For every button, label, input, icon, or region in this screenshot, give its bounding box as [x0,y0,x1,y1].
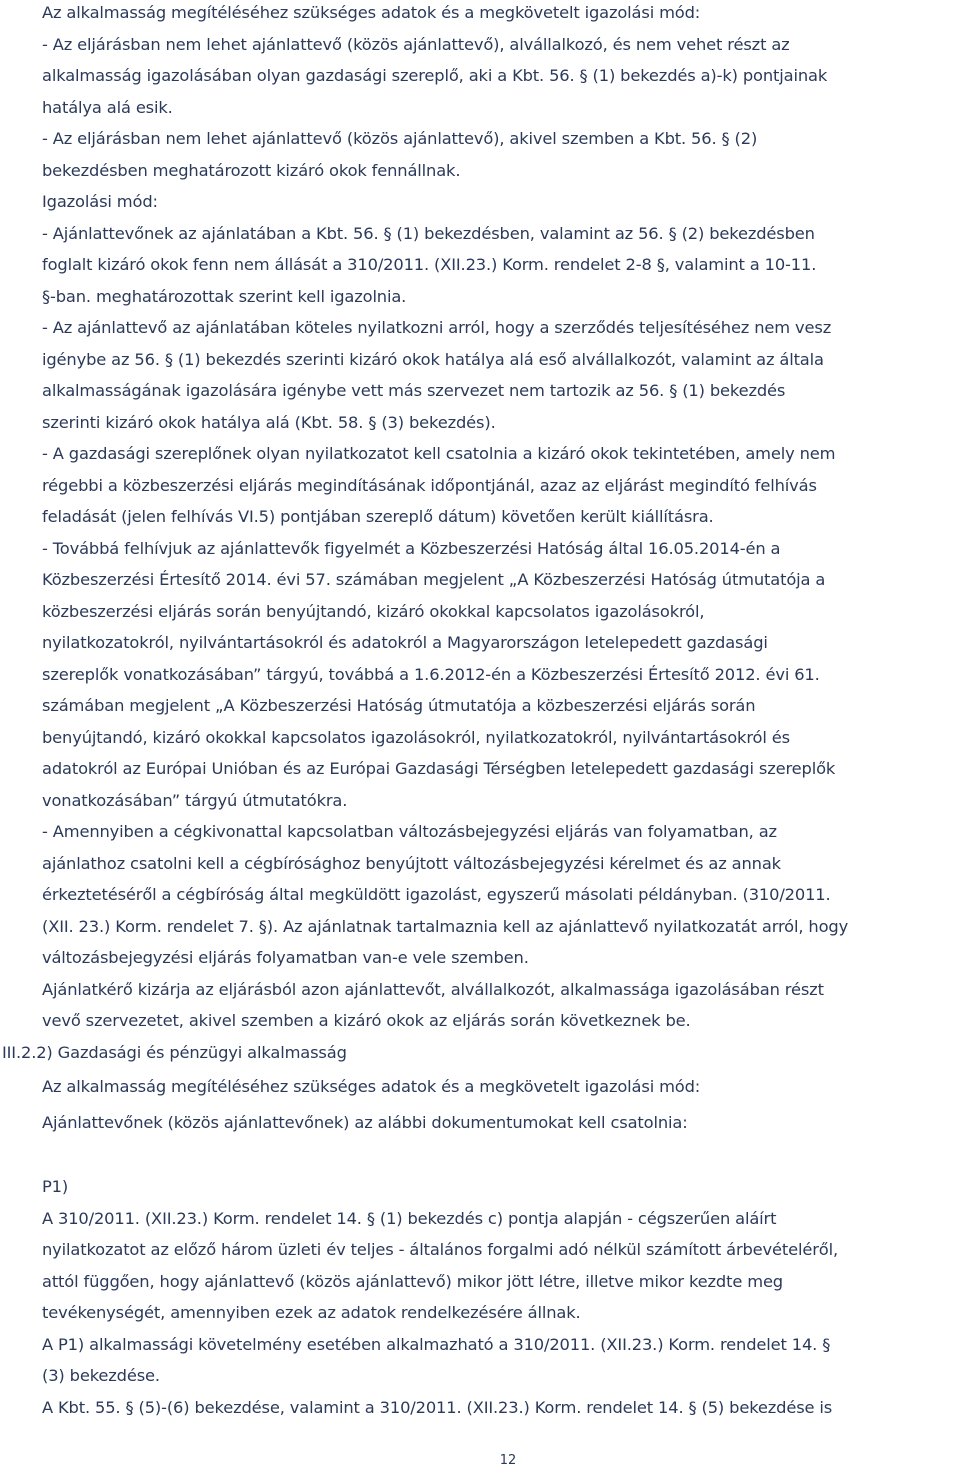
text-line: szereplők vonatkozásában” tárgyú, továbbá a 1.6.2012-én a Közbeszerzési Értesítő 2012. évi 61. [42,665,820,684]
page-number: 12 [499,1453,517,1468]
text-line: tevékenységét, amennyiben ezek az adatok rendelkezésére állnak. [42,1303,581,1322]
text-line: A Kbt. 55. § (5)-(6) bekezdése, valamint a 310/2011. (XII.23.) Korm. rendelet 14. § (5) bekezdése is [42,1398,833,1417]
text-line: - Amennyiben a cégkivonattal kapcsolatban változásbejegyzési eljárás van folyamatban, az [42,822,777,841]
text-line: vevő szervezetet, akivel szemben a kizáró okok az eljárás során következnek be. [42,1011,691,1030]
text-line: (3) bekezdése. [42,1366,160,1385]
text-line: foglalt kizáró okok fenn nem állását a 310/2011. (XII.23.) Korm. rendelet 2-8 §, valamint a 10-11. [42,255,817,274]
text-line: - A gazdasági szereplőnek olyan nyilatkozatot kell csatolnia a kizáró okok tekintetében, amely nem [42,444,836,463]
text-line: Közbeszerzési Értesítő 2014. évi 57. számában megjelent „A Közbeszerzési Hatóság útmutatója a [42,570,826,589]
text-line: Igazolási mód: [42,192,158,211]
text-line: Az alkalmasság megítéléséhez szükséges adatok és a megkövetelt igazolási mód: [42,3,701,22]
text-line: - Az ajánlattevő az ajánlatában köteles nyilatkozni arról, hogy a szerződés teljesítéséhez nem vesz [42,318,832,337]
text-line: alkalmasság igazolásában olyan gazdasági szereplő, aki a Kbt. 56. § (1) bekezdés a)-k) pontjainak [42,66,828,85]
text-line: adatokról az Európai Unióban és az Európai Gazdasági Térségben letelepedett gazdasági szereplők [42,759,836,778]
text-line: Az alkalmasság megítéléséhez szükséges adatok és a megkövetelt igazolási mód: [42,1077,701,1096]
text-line: ajánlathoz csatolni kell a cégbírósághoz benyújtott változásbejegyzési kérelmet és az annak [42,854,781,873]
text-line: alkalmasságának igazolására igénybe vett más szervezet nem tartozik az 56. § (1) bekezdés [42,381,786,400]
text-line: hatálya alá esik. [42,98,173,117]
text-line: - Továbbá felhívjuk az ajánlattevők figyelmét a Közbeszerzési Hatóság által 16.05.2014-én a [42,539,781,558]
text-line: vonatkozásában” tárgyú útmutatókra. [42,791,348,810]
text-line: (XII. 23.) Korm. rendelet 7. §). Az ajánlatnak tartalmaznia kell az ajánlattevő nyilatkozatát arról, hogy [42,917,849,936]
text-line: számában megjelent „A Közbeszerzési Hatóság útmutatója a közbeszerzési eljárás során [42,696,756,715]
text-line: A P1) alkalmassági követelmény esetében alkalmazható a 310/2011. (XII.23.) Korm. rendelet 14. § [42,1335,831,1354]
text-line: - Ajánlattevőnek az ajánlatában a Kbt. 56. § (1) bekezdésben, valamint az 56. § (2) bekezdésben [42,224,815,243]
text-line: bekezdésben meghatározott kizáró okok fennállnak. [42,161,461,180]
text-line: attól függően, hogy ajánlattevő (közös ajánlattevő) mikor jött létre, illetve mikor kezdte meg [42,1272,783,1291]
text-line: Ajánlattevőnek (közös ajánlattevőnek) az alábbi dokumentumokat kell csatolnia: [42,1113,688,1132]
text-line: P1) [42,1177,69,1196]
text-line: Ajánlatkérő kizárja az eljárásból azon ajánlattevőt, alvállalkozót, alkalmassága igazolásában részt [42,980,824,999]
section-heading: III.2.2) Gazdasági és pénzügyi alkalmasság [2,1043,347,1062]
text-line: nyilatkozatot az előző három üzleti év teljes - általános forgalmi adó nélkül számított árbevételéről, [42,1240,838,1259]
text-line: nyilatkozatokról, nyilvántartásokról és adatokról a Magyarországon letelepedett gazdasági [42,633,768,652]
text-line: §-ban. meghatározottak szerint kell igazolnia. [42,287,407,306]
text-line: feladását (jelen felhívás VI.5) pontjában szereplő dátum) követően került kiállításra. [42,507,714,526]
text-line: benyújtandó, kizáró okokkal kapcsolatos igazolásokról, nyilatkozatokról, nyilvántartásokról és [42,728,790,747]
text-line: A 310/2011. (XII.23.) Korm. rendelet 14. § (1) bekezdés c) pontja alapján - cégszerűen aláírt [42,1209,777,1228]
text-line: - Az eljárásban nem lehet ajánlattevő (közös ajánlattevő), alvállalkozó, és nem vehet részt az [42,35,790,54]
text-line: közbeszerzési eljárás során benyújtandó, kizáró okokkal kapcsolatos igazolásokról, [42,602,705,621]
text-line: igénybe az 56. § (1) bekezdés szerinti kizáró okok hatálya alá eső alvállalkozót, valamint az általa [42,350,824,369]
text-line: szerinti kizáró okok hatálya alá (Kbt. 58. § (3) bekezdés). [42,413,496,432]
text-line: érkeztetéséről a cégbíróság által megküldött igazolást, egyszerű másolati példányban. (310/2011. [42,885,831,904]
text-line: - Az eljárásban nem lehet ajánlattevő (közös ajánlattevő), akivel szemben a Kbt. 56. § (2) [42,129,758,148]
text-line: változásbejegyzési eljárás folyamatban van-e vele szemben. [42,948,529,967]
text-line: régebbi a közbeszerzési eljárás megindításának időpontjánál, azaz az eljárást megindító felhívás [42,476,817,495]
